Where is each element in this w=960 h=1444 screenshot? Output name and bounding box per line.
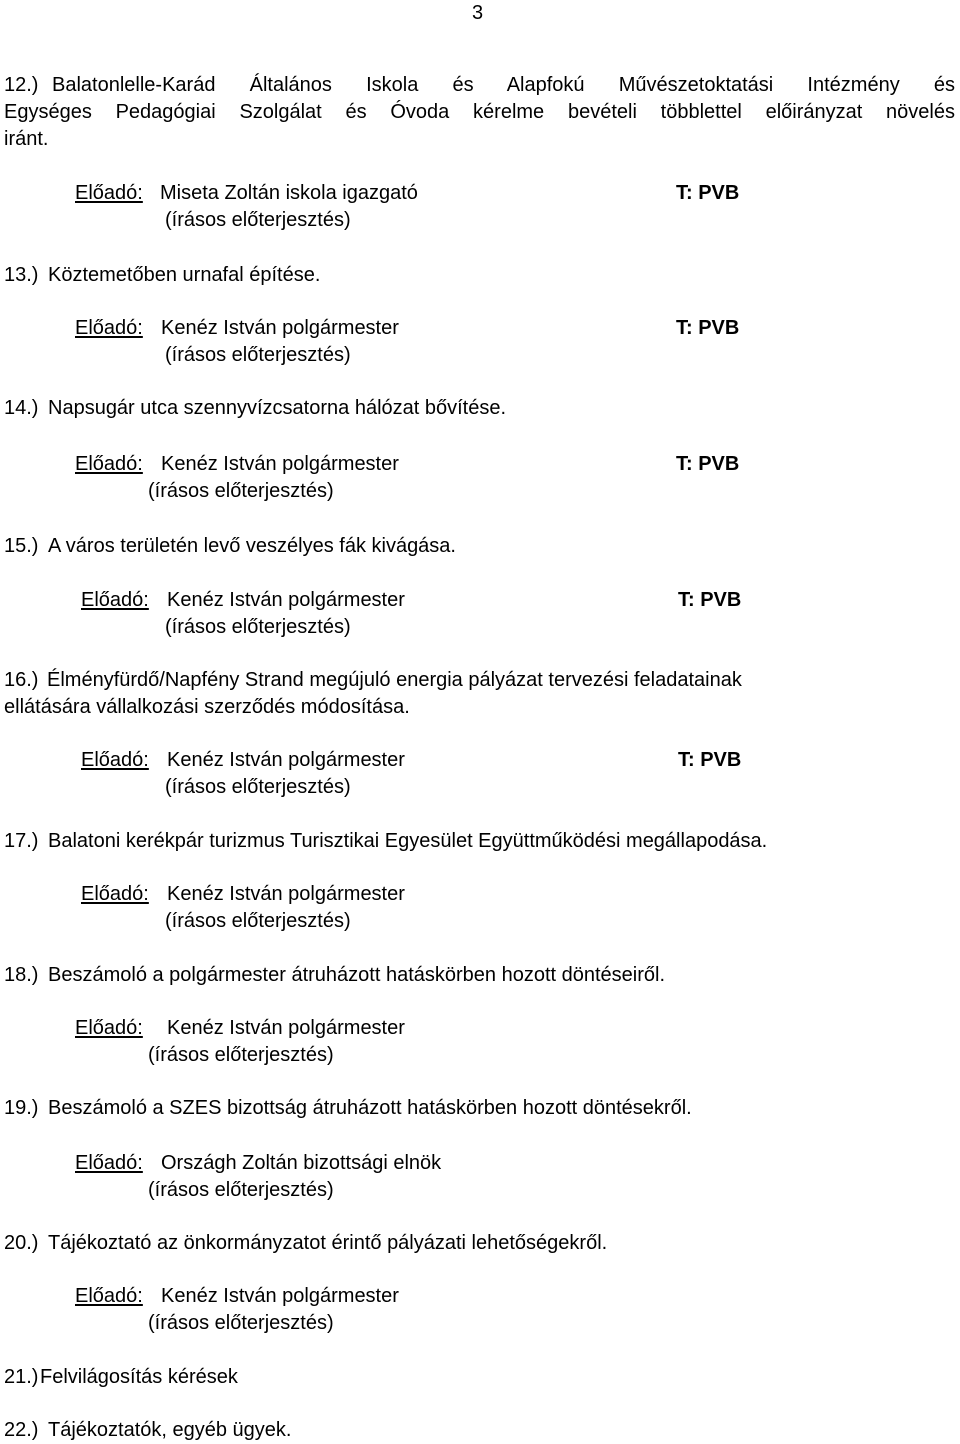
presenter-label: Előadó: [81,589,149,611]
item-number: 22.) [4,1419,39,1441]
written-proposal-note: (írásos előterjesztés) [165,344,351,366]
written-proposal-note: (írásos előterjesztés) [165,776,351,798]
written-proposal-note: (írásos előterjesztés) [148,480,334,502]
presenter-label: Előadó: [75,453,143,475]
presenter-name: Miseta Zoltán iskola igazgató [160,182,418,204]
page-number: 3 [472,2,484,24]
presenter-name: Kenéz István polgármester [161,1285,399,1307]
item-title: Tájékoztatók, egyéb ügyek. [48,1419,292,1441]
item-title: Tájékoztató az önkormányzatot érintő pályázati lehetőségekről. [48,1232,608,1254]
item-title: Beszámoló a SZES bizottság átruházott hatáskörben hozott döntésekről. [48,1097,692,1119]
item-number: 15.) [4,535,39,557]
item-title-line-2: Egységes Pedagógiai Szolgálat és Óvoda kérelme bevételi többlettel előirányzat növelés [4,101,955,123]
item-number: 13.) [4,264,39,286]
item-title: Felvilágosítás kérések [40,1366,238,1388]
item-number: 12.) [4,74,39,96]
item-title: Napsugár utca szennyvízcsatorna hálózat bővítése. [48,397,507,419]
deadline-label: T: PVB [676,182,740,204]
presenter-name: Kenéz István polgármester [167,589,405,611]
item-number: 14.) [4,397,39,419]
presenter-label: Előadó: [75,1017,143,1039]
item-number: 21.) [4,1366,39,1388]
presenter-name: Kenéz István polgármester [167,749,405,771]
presenter-label: Előadó: [75,1152,143,1174]
written-proposal-note: (írásos előterjesztés) [165,616,351,638]
item-title: Köztemetőben urnafal építése. [48,264,321,286]
item-number: 20.) [4,1232,39,1254]
presenter-label: Előadó: [75,1285,143,1307]
deadline-label: T: PVB [676,453,740,475]
item-number: 18.) [4,964,39,986]
item-title: Beszámoló a polgármester átruházott hatáskörben hozott döntéseiről. [48,964,666,986]
item-title: Balatoni kerékpár turizmus Turisztikai Egyesület Együttműködési megállapodása. [48,830,768,852]
written-proposal-note: (írásos előterjesztés) [148,1312,334,1334]
presenter-label: Előadó: [81,749,149,771]
presenter-name: Kenéz István polgármester [161,317,399,339]
presenter-name: Kenéz István polgármester [167,883,405,905]
presenter-name: Országh Zoltán bizottsági elnök [161,1152,442,1174]
presenter-name: Kenéz István polgármester [161,453,399,475]
written-proposal-note: (írásos előterjesztés) [165,209,351,231]
presenter-label: Előadó: [75,182,143,204]
item-number: 16.) [4,669,39,691]
item-title-line-1: Balatonlelle-Karád Általános Iskola és Alapfokú Művészetoktatási Intézmény és [52,74,955,96]
item-title-line-1: Élményfürdő/Napfény Strand megújuló energia pályázat tervezési feladatainak [47,669,742,691]
deadline-label: T: PVB [678,589,742,611]
presenter-name: Kenéz István polgármester [167,1017,405,1039]
item-title-line-2: ellátására vállalkozási szerződés módosítása. [4,696,410,718]
deadline-label: T: PVB [676,317,740,339]
written-proposal-note: (írásos előterjesztés) [148,1044,334,1066]
presenter-label: Előadó: [81,883,149,905]
deadline-label: T: PVB [678,749,742,771]
item-title: A város területén levő veszélyes fák kivágása. [48,535,456,557]
written-proposal-note: (írásos előterjesztés) [148,1179,334,1201]
written-proposal-note: (írásos előterjesztés) [165,910,351,932]
item-number: 19.) [4,1097,39,1119]
item-title-line-3: iránt. [4,128,49,150]
presenter-label: Előadó: [75,317,143,339]
item-number: 17.) [4,830,39,852]
